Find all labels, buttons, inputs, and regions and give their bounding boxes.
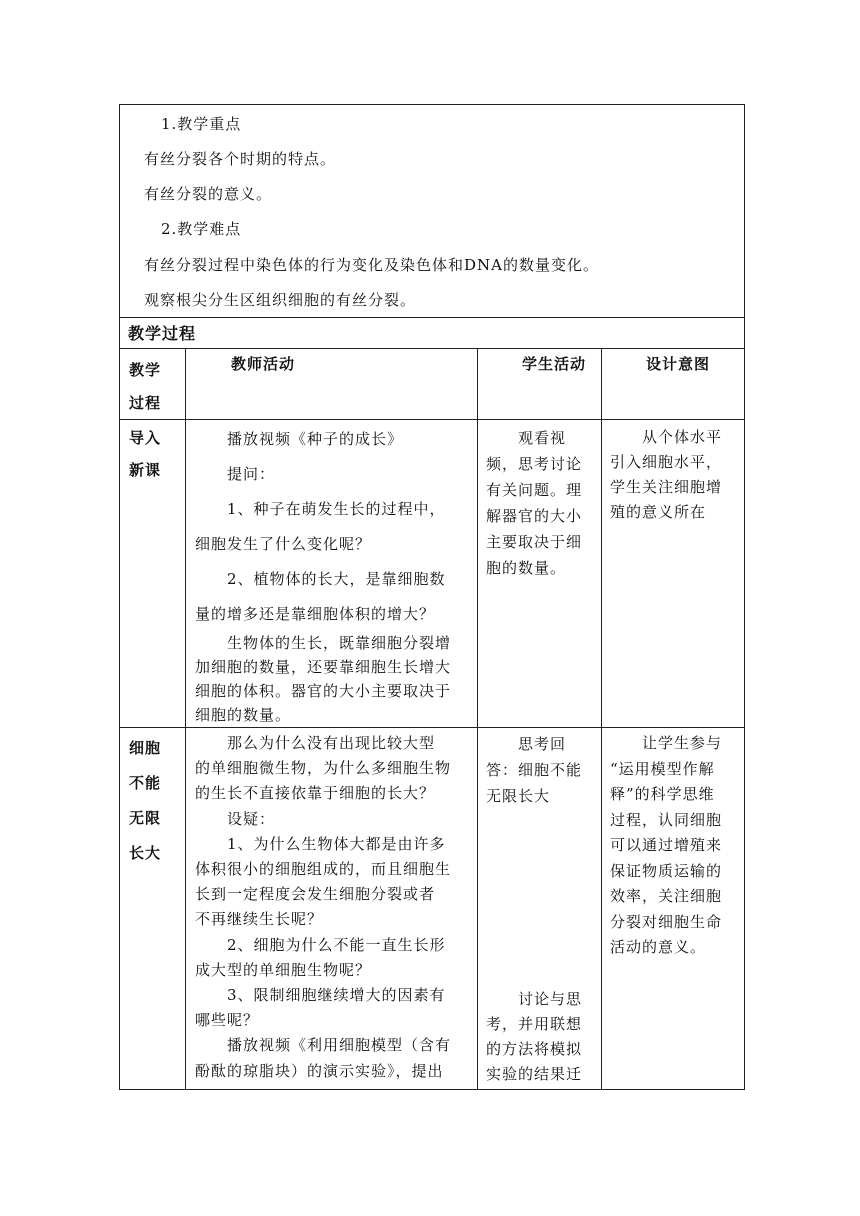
student-activity-text: 观看视 频，思考讨论 有关问题。理 解器官的大小 主要取决于细 胞的数量。 xyxy=(486,429,583,577)
divider xyxy=(119,727,745,728)
heading-key-points: 1.教学重点 xyxy=(161,115,242,133)
divider xyxy=(119,419,745,420)
key-point-item: 有丝分裂各个时期的特点。 xyxy=(144,150,337,168)
header-design-intent: 设计意图 xyxy=(646,355,711,373)
lesson-plan-page xyxy=(119,104,745,1090)
student-activity-text: 讨论与思 考，并用联想 的方法将模拟 实验的结果迁 xyxy=(486,990,583,1083)
header-stage: 教学 过程 xyxy=(129,361,162,412)
design-intent-text: 从个体水平 引入细胞水平， 学生关注细胞增 殖的意义所在 xyxy=(610,428,723,521)
teacher-activity-text: 那么为什么没有出现比较大型 的单细胞微生物，为什么多细胞生物 的生长不直接依靠于细胞的长大？ 设疑： 1、为什么生物体大都是由许多 体积很小的细胞组成的，而且细胞生 长到一定程度会发生细胞分裂或者 不再继续生长呢？ 2、细胞为什么不能一直生长形 成大型的单细胞生物呢？ 3、限制细胞继续增大的因素有 哪些呢？ 播放视频《利用细胞模型（含有 酚酞的琼脂块）的演示实验》，提出 xyxy=(195,734,452,1080)
student-activity-text: 思考回 答：细胞不能 无限长大 xyxy=(486,735,583,805)
teacher-activity-text: 生物体的生长，既靠细胞分裂增 加细胞的数量，还要靠细胞生长增大 细胞的体积。器官的大小主要取决于 细胞的数量。 xyxy=(195,634,452,724)
stage-label: 导入 新课 xyxy=(129,429,162,479)
header-teacher-activity: 教师活动 xyxy=(231,355,296,373)
section-title: 教学过程 xyxy=(128,324,197,343)
divider xyxy=(119,317,745,318)
teacher-activity-text: 播放视频《种子的成长》 提问： 1、种子在萌发生长的过程中， 细胞发生了什么变化呢？ 2、植物体的长大，是靠细胞数 量的增多还是靠细胞体积的增大？ xyxy=(195,430,446,623)
heading-difficult-points: 2.教学难点 xyxy=(161,220,242,238)
column-divider xyxy=(601,348,602,1090)
design-intent-text: 让学生参与 “运用模型作解 释”的科学思维 过程，认同细胞 可以通过增殖来 保证物质运输的 效率，关注细胞 分裂对细胞生命 活动的意义。 xyxy=(610,734,723,956)
column-divider xyxy=(185,348,186,1090)
divider xyxy=(119,348,745,349)
header-student-activity: 学生活动 xyxy=(522,355,587,373)
column-divider xyxy=(477,348,478,1090)
stage-label: 细胞 不能 无限 长大 xyxy=(129,739,162,862)
difficult-point-item: 观察根尖分生区组织细胞的有丝分裂。 xyxy=(144,291,417,309)
key-point-item: 有丝分裂的意义。 xyxy=(144,185,273,203)
difficult-point-item: 有丝分裂过程中染色体的行为变化及染色体和DNA的数量变化。 xyxy=(144,256,599,274)
